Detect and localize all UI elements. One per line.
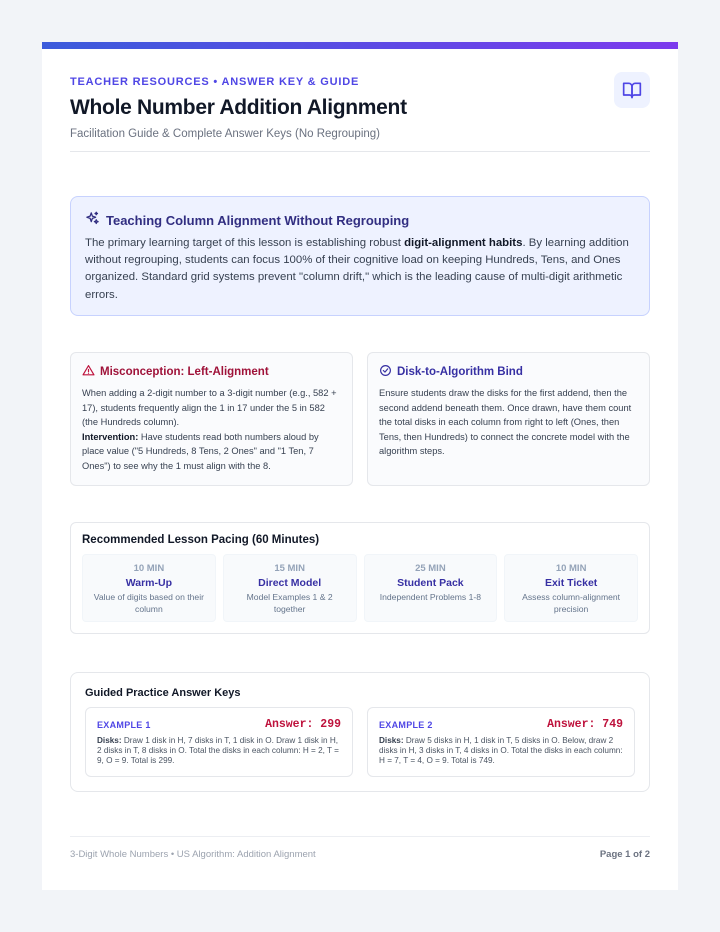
answer-keys-heading: Guided Practice Answer Keys — [85, 687, 241, 699]
example-text: Disks: Draw 5 disks in H, 1 disk in T, 5 disks in O. Below, draw 2 disks in H, 3 disks in T, 4 disks in O. Total the disks in each column: H = 7, T = 4, O = 9. Total is 749. — [379, 736, 623, 766]
page-header — [70, 76, 650, 152]
pacing-desc: Value of digits based on their column — [93, 592, 204, 614]
disk-algorithm-card — [367, 352, 650, 486]
warning-icon — [82, 364, 95, 380]
page-subtitle: Facilitation Guide & Complete Answer Keys (No Regrouping) — [70, 128, 381, 140]
example-text: Disks: Draw 1 disk in H, 7 disks in T, 1 disk in O. Draw 1 disk in H, 2 disks in T, 8 disks in O. Total the disks in each column: H = 2, T = 9, O = 9. Total is 299. — [97, 736, 339, 766]
pacing-step — [504, 554, 638, 622]
bind-text: Ensure students draw the disks for the first addend, then the second addend beneath them. Once drawn, have them count the total disks in each column from right to left (Ones, then Tens, then Hundreds) to connect the concrete model with the algorithm steps. — [379, 388, 632, 457]
example-answer: Answer: 299 — [265, 718, 341, 731]
worksheet-page — [42, 42, 678, 890]
example-answer: Answer: 749 — [547, 718, 623, 731]
misconception-card — [70, 352, 353, 486]
example-label: EXAMPLE 1 — [97, 719, 151, 730]
footer-course: 3-Digit Whole Numbers • US Algorithm: Addition Alignment — [70, 849, 316, 860]
pacing-minutes: 25 MIN — [415, 563, 446, 574]
answer-key-card — [85, 707, 353, 777]
pacing-step — [223, 554, 357, 622]
callout-text: The primary learning target of this lesson is establishing robust digit-alignment habits. By learning addition without regrouping, students can focus 100% of their cognitive load on keeping Hundreds, Tens, and Ones organized. Standard grid systems prevent "column drift," which is the leading cause of multi-digit arithmetic errors. — [85, 237, 629, 301]
misconception-text: When adding a 2-digit number to a 3-digit number (e.g., 582 + 17), students frequently align the 1 in 17 under the 5 in 582 (the Hundreds column). Intervention: Have students read both numbers aloud by place value ("5 Hundreds, 8 Tens, 2 Ones" and "1 Ten, 7 Ones") to see why the 1 must align with the 8. — [82, 388, 337, 471]
teaching-callout — [70, 196, 650, 316]
gradient-top-bar — [42, 42, 678, 49]
page-number: Page 1 of 2 — [599, 849, 650, 860]
pacing-step — [82, 554, 216, 622]
bind-heading: Disk-to-Algorithm Bind — [397, 366, 523, 378]
pacing-name: Student Pack — [397, 577, 464, 589]
answer-key-card — [367, 707, 635, 777]
pacing-step — [364, 554, 498, 622]
sparkles-icon — [85, 211, 100, 229]
example-label: EXAMPLE 2 — [379, 719, 433, 730]
pacing-name: Exit Ticket — [544, 577, 598, 589]
check-circle-icon — [379, 364, 392, 380]
pacing-name: Direct Model — [258, 577, 322, 589]
answer-keys — [70, 672, 650, 792]
pacing-name: Warm-Up — [125, 577, 173, 589]
pacing-heading: Recommended Lesson Pacing (60 Minutes) — [82, 534, 320, 546]
pacing-minutes: 10 MIN — [555, 563, 587, 574]
pacing-desc: Assess column-alignment precision — [522, 592, 621, 614]
pacing-minutes: 15 MIN — [274, 563, 305, 574]
page-title: Whole Number Addition Alignment — [70, 96, 407, 119]
misconception-heading: Misconception: Left-Alignment — [100, 366, 269, 378]
page-footer — [70, 836, 650, 860]
header-kicker: TEACHER RESOURCES • ANSWER KEY & GUIDE — [70, 76, 360, 88]
callout-heading: Teaching Column Alignment Without Regrouping — [106, 212, 410, 228]
pacing-desc: Independent Problems 1-8 — [379, 592, 482, 602]
lesson-pacing — [70, 522, 650, 634]
pacing-desc: Model Examples 1 & 2 together — [246, 592, 333, 614]
book-open-icon — [614, 72, 650, 108]
pacing-minutes: 10 MIN — [133, 563, 165, 574]
